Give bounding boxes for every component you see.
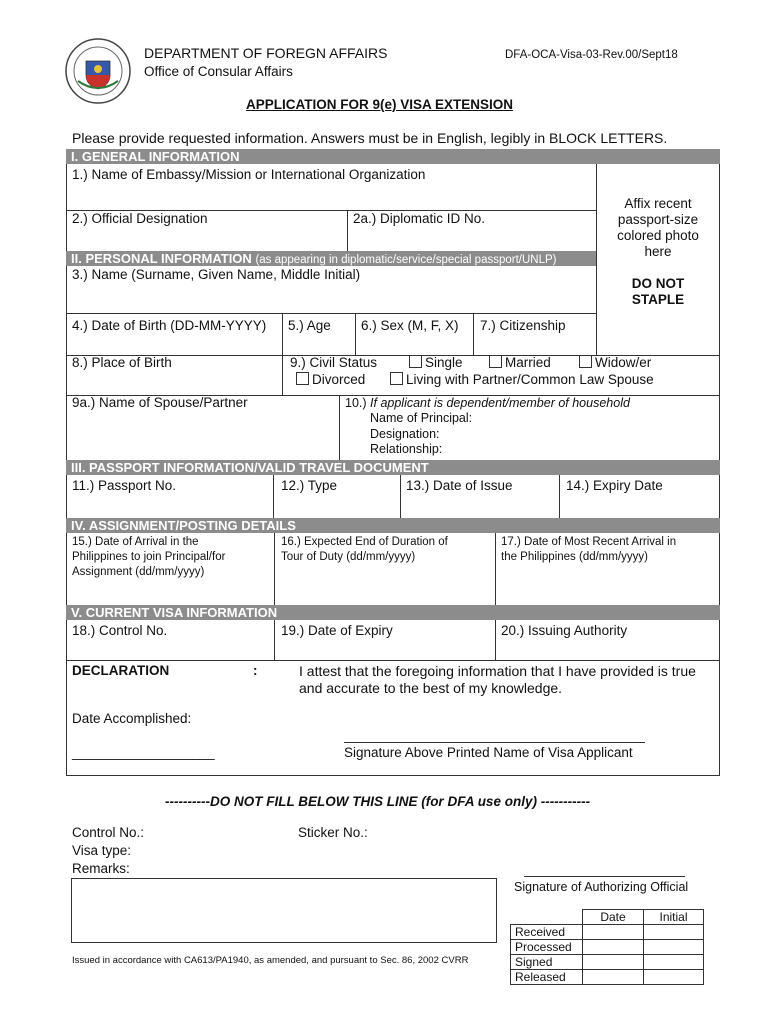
official-signature-label: Signature of Authorizing Official bbox=[514, 880, 689, 894]
field-arrival-label-2: Philippines to join Principal/for bbox=[72, 551, 226, 563]
field-dependent-number: 10.) bbox=[345, 396, 367, 410]
field-dependent-text: If applicant is dependent/member of household bbox=[370, 396, 630, 410]
field-citizenship-label: 7.) Citizenship bbox=[480, 318, 566, 333]
field-visa-expiry-label: 19.) Date of Expiry bbox=[281, 623, 393, 638]
field-birthplace-label: 8.) Place of Birth bbox=[72, 355, 172, 370]
form-title: APPLICATION FOR 9(e) VISA EXTENSION bbox=[246, 97, 514, 112]
official-signature-line[interactable] bbox=[524, 876, 685, 877]
field-type-label: 12.) Type bbox=[281, 478, 338, 493]
legal-footer: Issued in accordance with CA613/PA1940, as amended, and pursuant to Sec. 86, 2002 CVRR bbox=[72, 955, 469, 966]
signature-label: Signature Above Printed Name of Visa Applicant bbox=[344, 745, 633, 760]
civil-divorced-option[interactable] bbox=[296, 372, 365, 388]
field-civil-status-label: 9.) Civil Status bbox=[290, 355, 378, 370]
field-passport-no-label: 11.) Passport No. bbox=[72, 478, 177, 493]
declaration-text-2: and accurate to the best of my knowledge. bbox=[299, 680, 563, 696]
field-principal-designation-label: Designation: bbox=[370, 427, 440, 441]
civil-single-option[interactable] bbox=[409, 355, 463, 371]
photo-line-4: here bbox=[644, 244, 672, 259]
dfa-control-no-label: Control No.: bbox=[72, 825, 145, 840]
dfa-remarks-label: Remarks: bbox=[72, 861, 130, 876]
section-personal-header bbox=[66, 251, 596, 266]
section-general-header: I. GENERAL INFORMATION bbox=[66, 149, 720, 164]
civil-married-label: Married bbox=[505, 355, 551, 370]
declaration-label: DECLARATION bbox=[72, 663, 170, 678]
photo-line-2: passport-size bbox=[617, 212, 699, 227]
photo-warning-2: STAPLE bbox=[631, 292, 685, 307]
log-cell[interactable] bbox=[583, 955, 644, 970]
living-checkbox[interactable] bbox=[390, 372, 403, 385]
section-passport-header: III. PASSPORT INFORMATION/VALID TRAVEL DOCUMENT bbox=[66, 460, 720, 475]
single-checkbox[interactable] bbox=[409, 355, 422, 368]
log-header-initial: Initial bbox=[644, 910, 704, 925]
field-arrival-label-1: 15.) Date of Arrival in the bbox=[72, 536, 199, 548]
field-principal-label: Name of Principal: bbox=[370, 411, 473, 425]
log-cell[interactable] bbox=[583, 925, 644, 940]
civil-living-label: Living with Partner/Common Law Spouse bbox=[406, 372, 654, 387]
dfa-visa-type-label: Visa type: bbox=[72, 843, 132, 858]
department-name: DEPARTMENT OF FOREGN AFFAIRS bbox=[144, 45, 388, 61]
section-visa-header: V. CURRENT VISA INFORMATION bbox=[66, 605, 720, 620]
declaration-text-1: I attest that the foregoing information that I have provided is true bbox=[299, 663, 696, 679]
field-dob-label: 4.) Date of Birth (DD-MM-YYYY) bbox=[72, 318, 267, 333]
log-cell[interactable] bbox=[583, 970, 644, 985]
log-row-processed: Processed bbox=[511, 940, 583, 955]
field-issuing-authority-label: 20.) Issuing Authority bbox=[501, 623, 628, 638]
field-sex-label: 6.) Sex (M, F, X) bbox=[361, 318, 459, 333]
dfa-use-divider: ----------DO NOT FILL BELOW THIS LINE (for DFA use only) ----------- bbox=[165, 794, 591, 809]
signature-line[interactable] bbox=[344, 742, 645, 743]
declaration-colon: : bbox=[253, 663, 258, 678]
field-designation-label: 2.) Official Designation bbox=[72, 211, 208, 226]
log-cell[interactable] bbox=[583, 940, 644, 955]
date-accomplished-label: Date Accomplished: bbox=[72, 711, 192, 726]
section-personal-title: II. PERSONAL INFORMATION bbox=[71, 251, 252, 266]
civil-divorced-label: Divorced bbox=[312, 372, 366, 387]
field-age-label: 5.) Age bbox=[288, 318, 331, 333]
civil-single-label: Single bbox=[425, 355, 463, 370]
date-accomplished-blank[interactable]: ___________________ bbox=[72, 745, 215, 760]
field-issue-date-label: 13.) Date of Issue bbox=[406, 478, 513, 493]
field-embassy-label: 1.) Name of Embassy/Mission or International Organization bbox=[72, 167, 426, 182]
dfa-sticker-no-label: Sticker No.: bbox=[298, 825, 368, 840]
instructions: Please provide requested information. Answers must be in English, legibly in BLOCK LETTERS. bbox=[72, 130, 668, 146]
log-cell[interactable] bbox=[644, 955, 704, 970]
section-personal-note: (as appearing in diplomatic/service/special passport/UNLP) bbox=[255, 254, 557, 266]
office-name: Office of Consular Affairs bbox=[144, 64, 293, 79]
log-header-blank bbox=[511, 910, 583, 925]
log-row-signed: Signed bbox=[511, 955, 583, 970]
field-expiry-date-label: 14.) Expiry Date bbox=[566, 478, 663, 493]
divorced-checkbox[interactable] bbox=[296, 372, 309, 385]
field-control-no-label: 18.) Control No. bbox=[72, 623, 168, 638]
field-dependent-label bbox=[345, 396, 630, 411]
civil-widow-option[interactable] bbox=[579, 355, 651, 371]
married-checkbox[interactable] bbox=[489, 355, 502, 368]
log-cell[interactable] bbox=[644, 925, 704, 940]
field-recent-arrival-label-2: the Philippines (dd/mm/yyyy) bbox=[501, 551, 648, 563]
field-arrival-label-3: Assignment (dd/mm/yyyy) bbox=[72, 566, 205, 578]
field-spouse-label: 9a.) Name of Spouse/Partner bbox=[72, 395, 248, 410]
processing-log-table bbox=[510, 909, 704, 985]
log-row-released: Released bbox=[511, 970, 583, 985]
field-tour-end-label-2: Tour of Duty (dd/mm/yyyy) bbox=[281, 551, 416, 563]
photo-line-1: Affix recent bbox=[624, 196, 692, 211]
log-cell[interactable] bbox=[644, 940, 704, 955]
log-header-date: Date bbox=[583, 910, 644, 925]
remarks-box[interactable] bbox=[71, 878, 497, 943]
log-cell[interactable] bbox=[644, 970, 704, 985]
field-diplomatic-id-label: 2a.) Diplomatic ID No. bbox=[353, 211, 486, 226]
widow-checkbox[interactable] bbox=[579, 355, 592, 368]
civil-living-option[interactable] bbox=[390, 372, 654, 388]
photo-warning-1: DO NOT bbox=[631, 276, 685, 291]
civil-married-option[interactable] bbox=[489, 355, 551, 371]
field-relationship-label: Relationship: bbox=[370, 442, 443, 456]
field-recent-arrival-label-1: 17.) Date of Most Recent Arrival in bbox=[501, 536, 677, 548]
form-code: DFA-OCA-Visa-03-Rev.00/Sept18 bbox=[505, 49, 678, 61]
civil-widow-label: Widow/er bbox=[595, 355, 652, 370]
section-assignment-header: IV. ASSIGNMENT/POSTING DETAILS bbox=[66, 518, 720, 533]
field-name-label: 3.) Name (Surname, Given Name, Middle Initial) bbox=[72, 267, 361, 282]
field-tour-end-label-1: 16.) Expected End of Duration of bbox=[281, 536, 448, 548]
photo-line-3: colored photo bbox=[617, 228, 699, 243]
photo-box[interactable] bbox=[597, 196, 719, 308]
log-row-received: Received bbox=[511, 925, 583, 940]
dfa-seal bbox=[64, 37, 132, 105]
